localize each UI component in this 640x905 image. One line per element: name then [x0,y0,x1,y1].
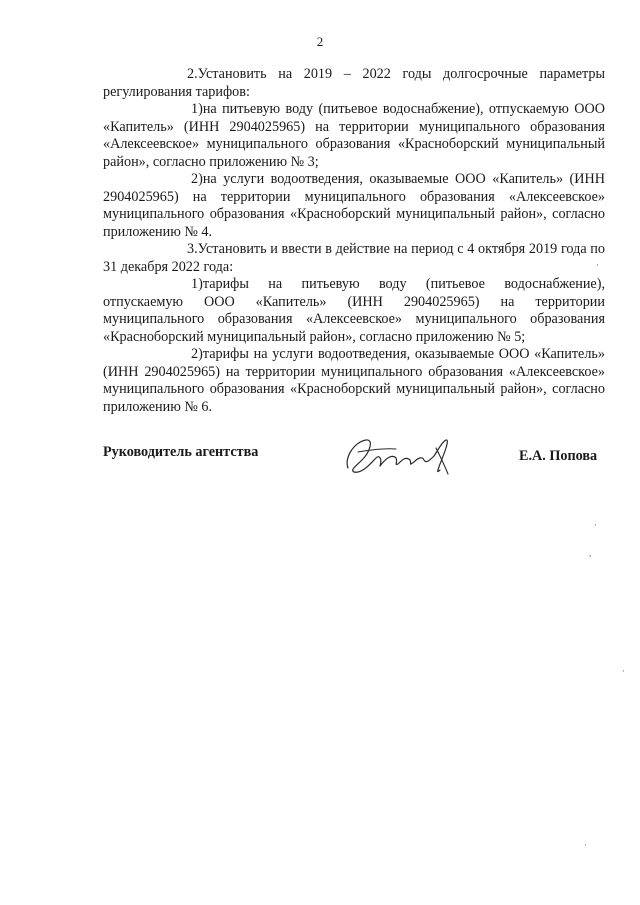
paragraph-number: 1) [191,276,203,292]
scan-speck: · [594,520,597,530]
paragraph-text: Установить и ввести в действие на период с 4 октября 2019 года по 31 декабря 2022 года: [103,241,605,275]
paragraph-text: тарифы на услуги водоотведения, оказываемые ООО «Капитель» (ИНН 2904025965) на территории муниципального образования «Алексеевское» муниципального образования «Красноборский муниципальный район», согласно приложению № 6. [103,346,605,415]
scan-speck: · [622,666,625,676]
paragraph-number: 3. [187,241,198,257]
document-body [103,66,605,416]
paragraph-3 [103,241,605,276]
paragraph-2 [103,66,605,101]
scan-speck: · [596,260,599,270]
paragraph-3-item-2 [103,346,605,416]
scan-speck: , [589,548,592,558]
paragraph-number: 2) [191,346,203,362]
paragraph-text: на услуги водоотведения, оказываемые ООО «Капитель» (ИНН 2904025965) на территории муниципального образования «Алексеевское» муниципального образования «Красноборский муниципальный район», согласно приложению № 4. [103,171,605,240]
paragraph-text: Установить на 2019 – 2022 годы долгосрочные параметры регулирования тарифов: [103,66,605,100]
scan-speck: · [584,840,587,850]
page-number: 2 [316,34,324,49]
paragraph-number: 2. [187,66,198,82]
signatory-title: Руководитель агентства [103,444,259,460]
paragraph-2-item-2 [103,171,605,241]
paragraph-number: 1) [191,101,203,117]
paragraph-number: 2) [191,171,203,187]
paragraph-3-item-1 [103,276,605,346]
paragraph-text: тарифы на питьевую воду (питьевое водоснабжение), отпускаемую ООО «Капитель» (ИНН 2904025965) на территории муниципального образования «Алексеевское» муниципального образования «Красноборский муниципальный район», согласно приложению № 5; [103,276,605,345]
paragraph-2-item-1 [103,101,605,171]
paragraph-text: на питьевую воду (питьевое водоснабжение), отпускаемую ООО «Капитель» (ИНН 2904025965) на территории муниципального образования «Алексеевское» муниципального образования «Красноборский муниципальный район», согласно приложению № 3; [103,101,605,170]
handwritten-signature [340,430,460,478]
signatory-name: Е.А. Попова [519,448,598,464]
